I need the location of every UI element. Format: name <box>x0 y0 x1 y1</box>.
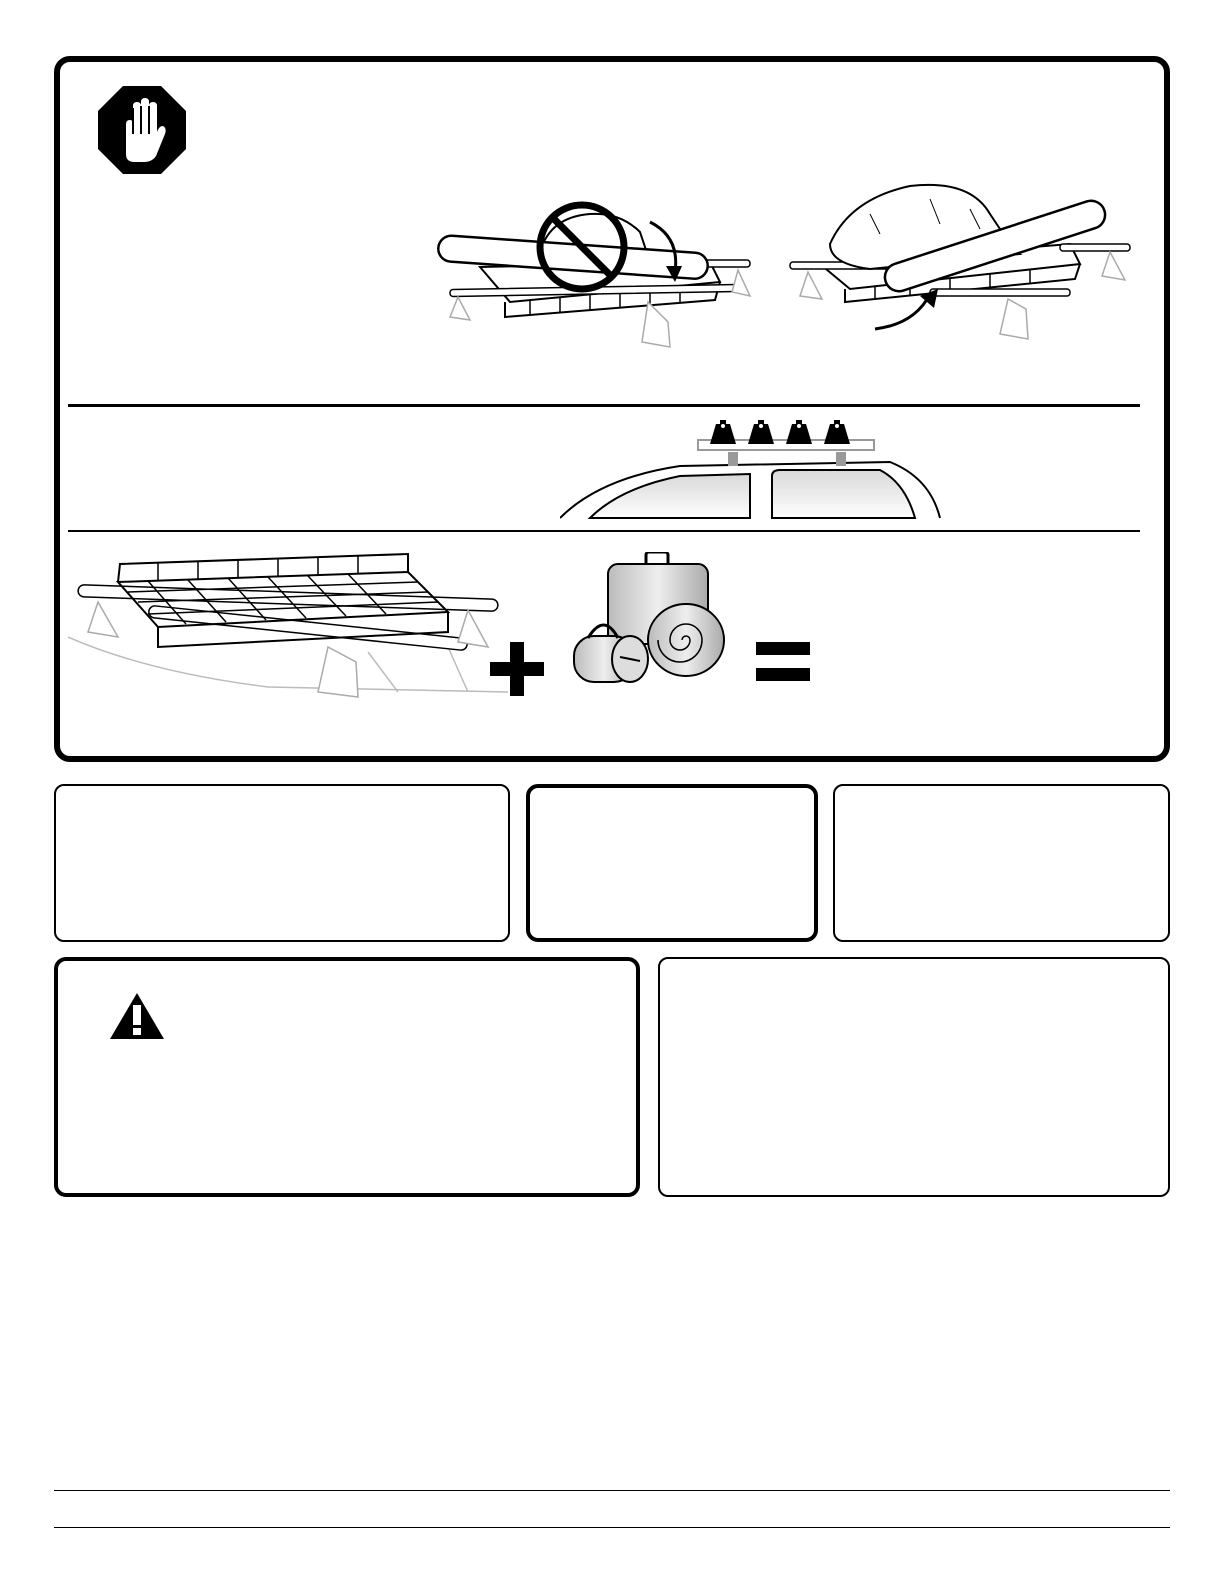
stop-hand-icon <box>96 84 188 176</box>
plus-icon <box>490 642 544 696</box>
section-divider <box>68 404 1140 407</box>
info-box-right <box>833 784 1170 942</box>
basket-illustration <box>68 552 508 702</box>
correct-load-illustration <box>780 174 1140 364</box>
footer-rule-top <box>54 1490 1170 1491</box>
main-instruction-frame <box>54 56 1170 762</box>
incorrect-load-illustration <box>420 192 760 362</box>
notes-box <box>658 957 1170 1197</box>
luggage-illustration <box>568 552 728 702</box>
info-box-left <box>54 784 510 942</box>
info-box-center <box>526 784 818 942</box>
footer-rule-bottom <box>54 1527 1170 1528</box>
equals-icon <box>756 642 810 682</box>
warning-triangle-icon <box>108 991 166 1041</box>
weight-distribution-illustration <box>560 418 950 522</box>
section-divider <box>68 530 1140 532</box>
warning-box <box>54 957 640 1197</box>
